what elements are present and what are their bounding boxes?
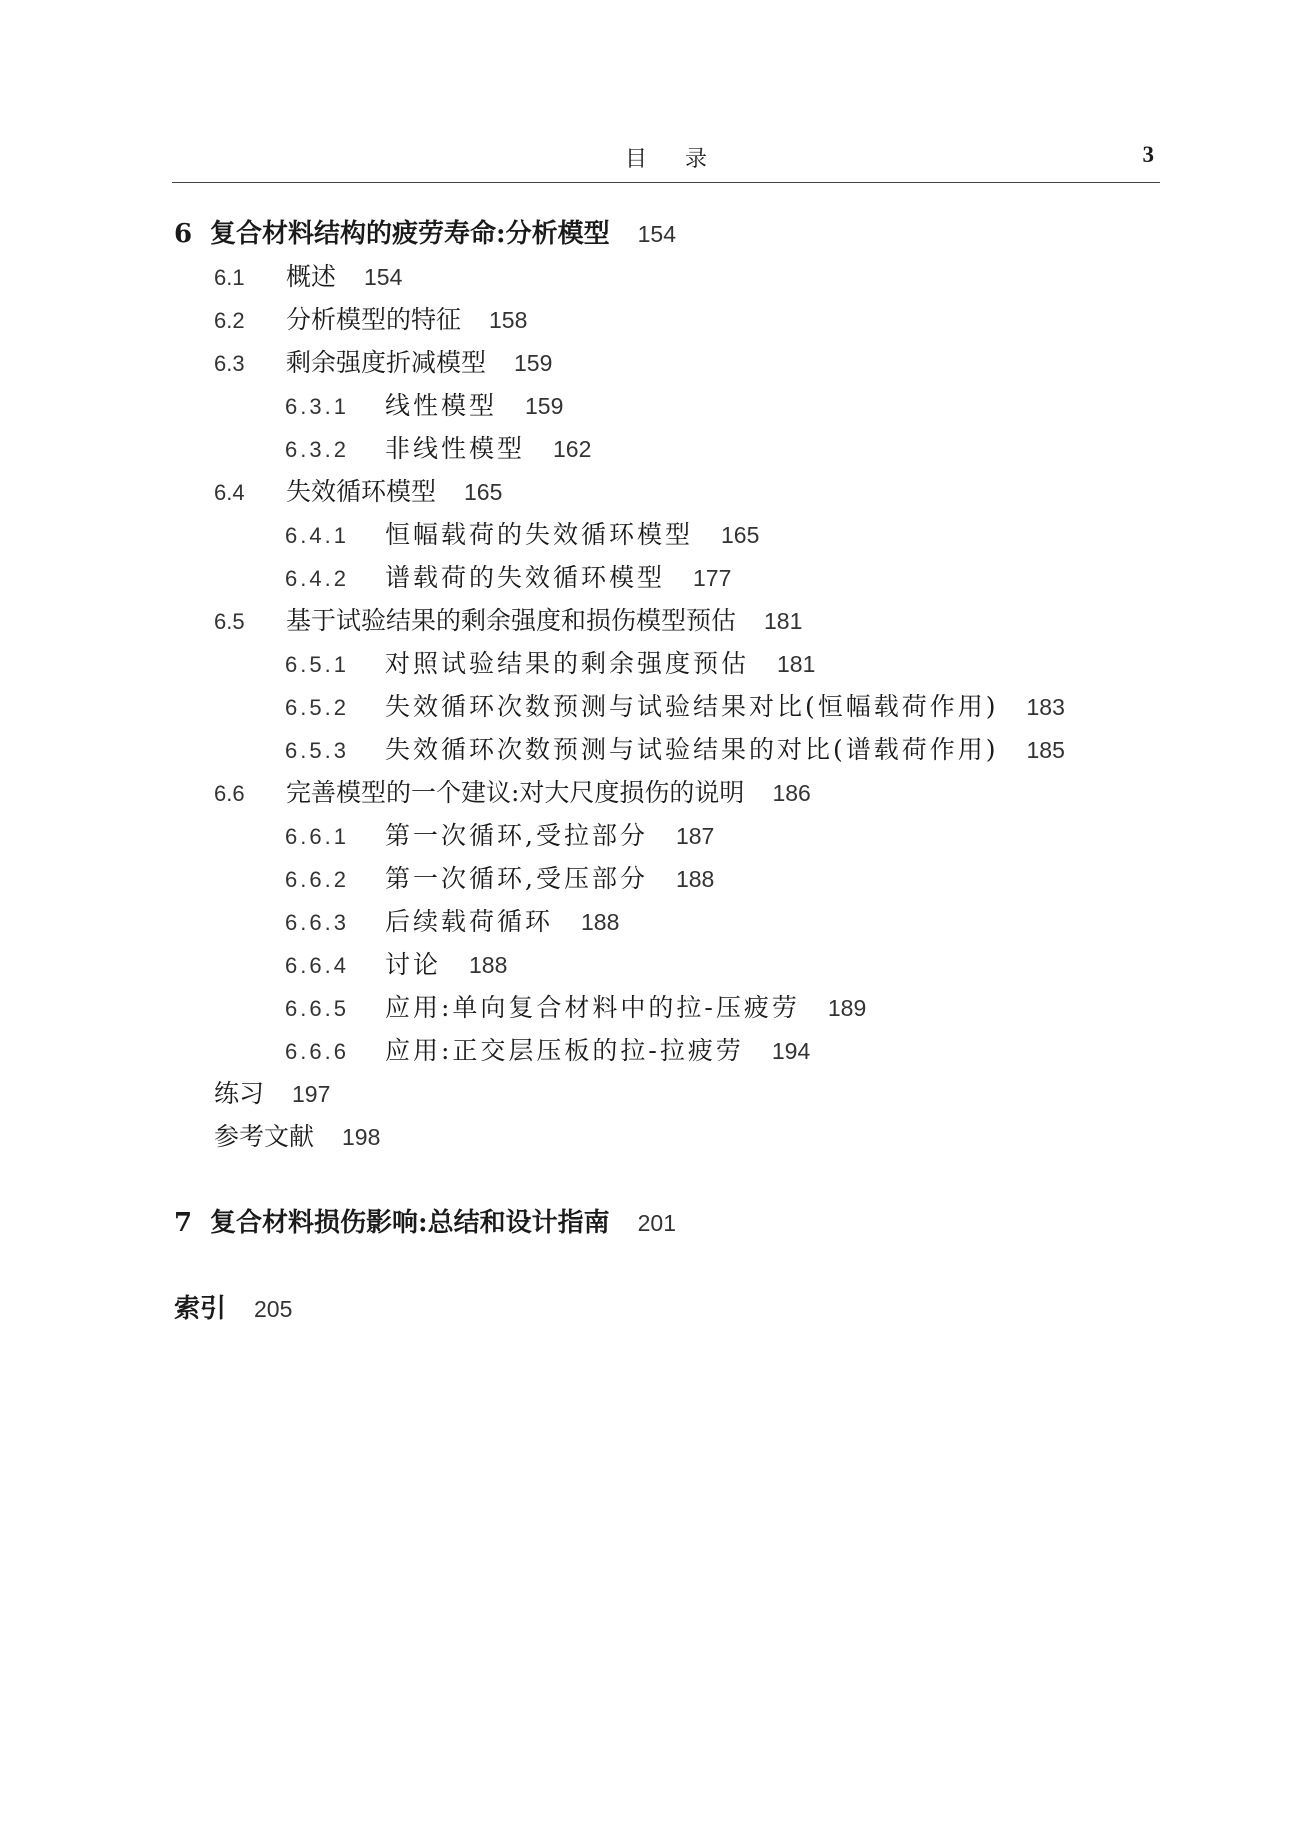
chapter-title: 复合材料损伤影响:总结和设计指南: [210, 1208, 610, 1238]
toc-subsection-6-6-1[interactable]: [285, 820, 714, 853]
subsection-title: 第一次循环,受拉部分: [385, 821, 648, 850]
index-title: 索引: [174, 1294, 227, 1324]
page-number: 181: [764, 608, 803, 634]
subsection-title: 线性模型: [385, 391, 498, 420]
toc-subsection-6-5-3[interactable]: [285, 734, 1065, 767]
section-title: 分析模型的特征: [286, 305, 462, 334]
section-number: 6.6: [214, 781, 245, 806]
section-number: 6.2: [214, 308, 245, 333]
section-number: 6.4: [214, 480, 245, 505]
subsection-title: 失效循环次数预测与试验结果对比(恒幅载荷作用): [385, 692, 999, 721]
subsection-number: 6.5.3: [285, 738, 349, 763]
section-title: 剩余强度折减模型: [286, 348, 487, 377]
toc-subsection-6-6-4[interactable]: [285, 949, 507, 982]
page-number: 162: [553, 436, 592, 462]
section-number: 6.5: [214, 609, 245, 634]
toc-section-6-2[interactable]: [214, 304, 527, 337]
page-number: 197: [292, 1081, 331, 1107]
subsection-number: 6.6.4: [285, 953, 349, 978]
page-number: 187: [675, 823, 715, 849]
page-number: 154: [364, 264, 403, 290]
toc-index[interactable]: [174, 1293, 292, 1325]
subsection-title: 应用:正交层压板的拉-拉疲劳: [385, 1036, 744, 1065]
subsection-title: 第一次循环,受压部分: [385, 864, 648, 893]
subsection-number: 6.6.3: [285, 910, 349, 935]
subsection-title: 后续载荷循环: [385, 907, 554, 936]
toc-subsection-6-5-2[interactable]: [285, 691, 1065, 724]
page-number: 177: [693, 565, 732, 591]
toc-chapter-7[interactable]: [174, 1207, 676, 1239]
page-number: 188: [675, 866, 715, 892]
page-number: 188: [581, 909, 620, 935]
page-number: 186: [772, 780, 811, 806]
subsection-number: 6.6.5: [285, 996, 349, 1021]
page-number: 201: [637, 1210, 676, 1236]
toc-subsection-6-6-5[interactable]: [285, 992, 866, 1025]
subsection-title: 失效循环次数预测与试验结果的对比(谱载荷作用): [385, 735, 999, 764]
toc-subsection-6-4-2[interactable]: [285, 562, 731, 595]
toc-chapter-6[interactable]: [174, 218, 676, 250]
page-number: 194: [771, 1038, 811, 1064]
subsection-number: 6.4.1: [285, 523, 349, 548]
page-number: 158: [489, 307, 528, 333]
subsection-number: 6.5.1: [285, 652, 349, 677]
subsection-number: 6.3.1: [285, 394, 349, 419]
toc-section-6-6[interactable]: [214, 777, 811, 810]
subsection-number: 6.3.2: [285, 437, 349, 462]
toc-section-6-4[interactable]: [214, 476, 502, 509]
toc-subsection-6-3-2[interactable]: [285, 433, 591, 466]
running-header: [172, 138, 1160, 183]
section-number: 6.3: [214, 351, 245, 376]
toc-subsection-6-6-2[interactable]: [285, 863, 714, 896]
chapter-number: 6: [174, 219, 193, 249]
page-number: 165: [721, 522, 760, 548]
page-number: 198: [342, 1124, 381, 1150]
chapter-title: 复合材料结构的疲劳寿命:分析模型: [210, 219, 610, 249]
section-title: 失效循环模型: [286, 477, 437, 506]
toc-section-6-5[interactable]: [214, 605, 802, 638]
toc-subsection-6-3-1[interactable]: [285, 390, 563, 423]
toc-exercises[interactable]: [214, 1078, 330, 1110]
page-number: 159: [514, 350, 553, 376]
page-number: 183: [1026, 694, 1065, 720]
subsection-title: 恒幅载荷的失效循环模型: [385, 520, 694, 549]
header-page-number: 3: [1142, 142, 1154, 167]
section-title: 完善模型的一个建议:对大尺度损伤的说明: [286, 778, 745, 807]
section-number: 6.1: [214, 265, 245, 290]
page-number: 185: [1026, 737, 1065, 763]
chapter-number: 7: [174, 1208, 193, 1238]
page-number: 181: [777, 651, 816, 677]
section-title: 基于试验结果的剩余强度和损伤模型预估: [286, 606, 737, 635]
subsection-number: 6.6.2: [285, 867, 349, 892]
references-title: 参考文献: [214, 1122, 315, 1151]
toc-subsection-6-6-6[interactable]: [285, 1035, 810, 1068]
toc-section-6-3[interactable]: [214, 347, 552, 380]
section-title: 概述: [286, 262, 337, 291]
toc-section-6-1[interactable]: [214, 261, 402, 294]
subsection-number: 6.6.1: [285, 824, 349, 849]
page-number: 159: [525, 393, 564, 419]
toc-references[interactable]: [214, 1121, 380, 1153]
header-title: 目录: [624, 147, 745, 172]
subsection-title: 讨论: [385, 950, 442, 979]
exercises-title: 练习: [214, 1079, 265, 1108]
page-number: 154: [637, 221, 676, 247]
subsection-number: 6.5.2: [285, 695, 349, 720]
toc-subsection-6-4-1[interactable]: [285, 519, 759, 552]
toc-subsection-6-5-1[interactable]: [285, 648, 815, 681]
page-number: 205: [254, 1296, 293, 1322]
page-number: 188: [469, 952, 508, 978]
subsection-title: 非线性模型: [385, 434, 526, 463]
subsection-title: 应用:单向复合材料中的拉-压疲劳: [385, 993, 800, 1022]
subsection-title: 谱载荷的失效循环模型: [385, 563, 666, 592]
subsection-number: 6.6.6: [285, 1039, 349, 1064]
page-number: 165: [464, 479, 503, 505]
subsection-number: 6.4.2: [285, 566, 349, 591]
page-number: 189: [827, 995, 867, 1021]
toc-subsection-6-6-3[interactable]: [285, 906, 619, 939]
subsection-title: 对照试验结果的剩余强度预估: [385, 649, 750, 678]
